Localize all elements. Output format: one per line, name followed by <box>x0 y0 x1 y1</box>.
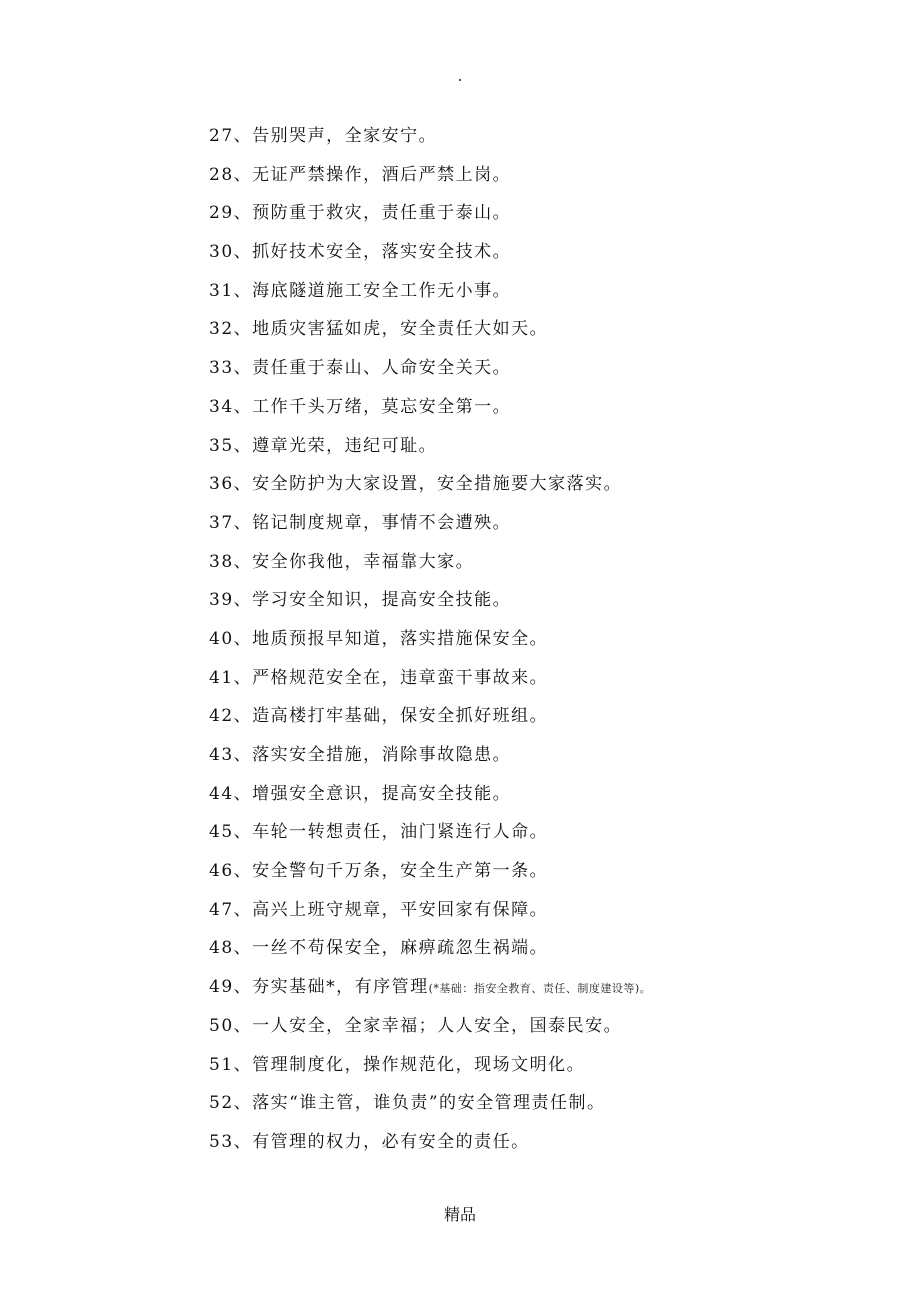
item-text: 36、安全防护为大家设置，安全措施要大家落实。 <box>209 474 623 495</box>
list-item <box>209 388 849 427</box>
item-text: 45、车轮一转想责任，油门紧连行人命。 <box>209 822 549 843</box>
list-item <box>209 775 849 814</box>
item-text: 37、铭记制度规章，事情不会遭殃。 <box>209 512 512 533</box>
item-text: 35、遵章光荣，违纪可耻。 <box>209 435 438 456</box>
list-item <box>209 427 849 466</box>
list-item <box>209 697 849 736</box>
item-text: 44、增强安全意识，提高安全技能。 <box>209 783 512 804</box>
item-text: 52、落实“谁主管，谁负责”的安全管理责任制。 <box>209 1093 606 1114</box>
item-text: 32、地质灾害猛如虎，安全责任大如天。 <box>209 319 549 340</box>
list-item <box>209 813 849 852</box>
list-item <box>209 929 849 968</box>
item-text: 41、严格规范安全在，违章蛮干事故来。 <box>209 667 549 688</box>
item-text: 39、学习安全知识，提高安全技能。 <box>209 590 512 611</box>
list-item <box>209 1046 849 1085</box>
list-item <box>209 1007 849 1046</box>
list-item <box>209 465 849 504</box>
list-item <box>209 272 849 311</box>
item-text: 34、工作千头万绪，莫忘安全第一。 <box>209 396 512 417</box>
list-item <box>209 968 849 1007</box>
page-footer: 精品 <box>443 1205 476 1224</box>
item-text: 40、地质预报早知道，落实措施保安全。 <box>209 628 549 649</box>
list-item <box>209 194 849 233</box>
item-text: 31、海底隧道施工安全工作无小事。 <box>209 280 512 301</box>
list-item <box>209 852 849 891</box>
list-item <box>209 349 849 388</box>
list-item <box>209 1084 849 1123</box>
list-item <box>209 310 849 349</box>
list-item <box>209 504 849 543</box>
list-item <box>209 117 849 156</box>
item-text: 51、管理制度化，操作规范化，现场文明化。 <box>209 1054 586 1075</box>
item-text: 30、抓好技术安全，落实安全技术。 <box>209 242 512 263</box>
list-item <box>209 891 849 930</box>
list-item <box>209 736 849 775</box>
list-item <box>209 659 849 698</box>
item-text: 50、一人安全，全家幸福；人人安全，国泰民安。 <box>209 1015 623 1036</box>
item-text: 33、责任重于泰山、人命安全关天。 <box>209 358 512 379</box>
item-text: 29、预防重于救灾，责任重于泰山。 <box>209 203 512 224</box>
item-text: 49、夯实基础*，有序管理 <box>209 977 429 998</box>
list-item <box>209 620 849 659</box>
page-header-mark: . <box>457 66 463 85</box>
item-text: 48、一丝不苟保安全，麻痹疏忽生祸端。 <box>209 938 549 959</box>
item-text: 46、安全警句千万条，安全生产第一条。 <box>209 861 549 882</box>
item-text: 27、告别哭声，全家安宁。 <box>209 126 438 146</box>
list-item <box>209 581 849 620</box>
list-item <box>209 543 849 582</box>
item-text: 53、有管理的权力，必有安全的责任。 <box>209 1131 530 1152</box>
item-text: 47、高兴上班守规章，平安回家有保障。 <box>209 899 549 920</box>
slogan-list <box>209 117 849 1162</box>
list-item <box>209 233 849 272</box>
item-text: 28、无证严禁操作，酒后严禁上岗。 <box>209 164 512 185</box>
item-footnote: (*基础：指安全教育、责任、制度建设等)。 <box>428 982 652 996</box>
item-text: 43、落实安全措施，消除事故隐患。 <box>209 745 512 765</box>
list-item <box>209 1123 849 1162</box>
list-item <box>209 156 849 195</box>
item-text: 42、造高楼打牢基础，保安全抓好班组。 <box>209 706 549 727</box>
item-text: 38、安全你我他，幸福靠大家。 <box>209 551 475 572</box>
